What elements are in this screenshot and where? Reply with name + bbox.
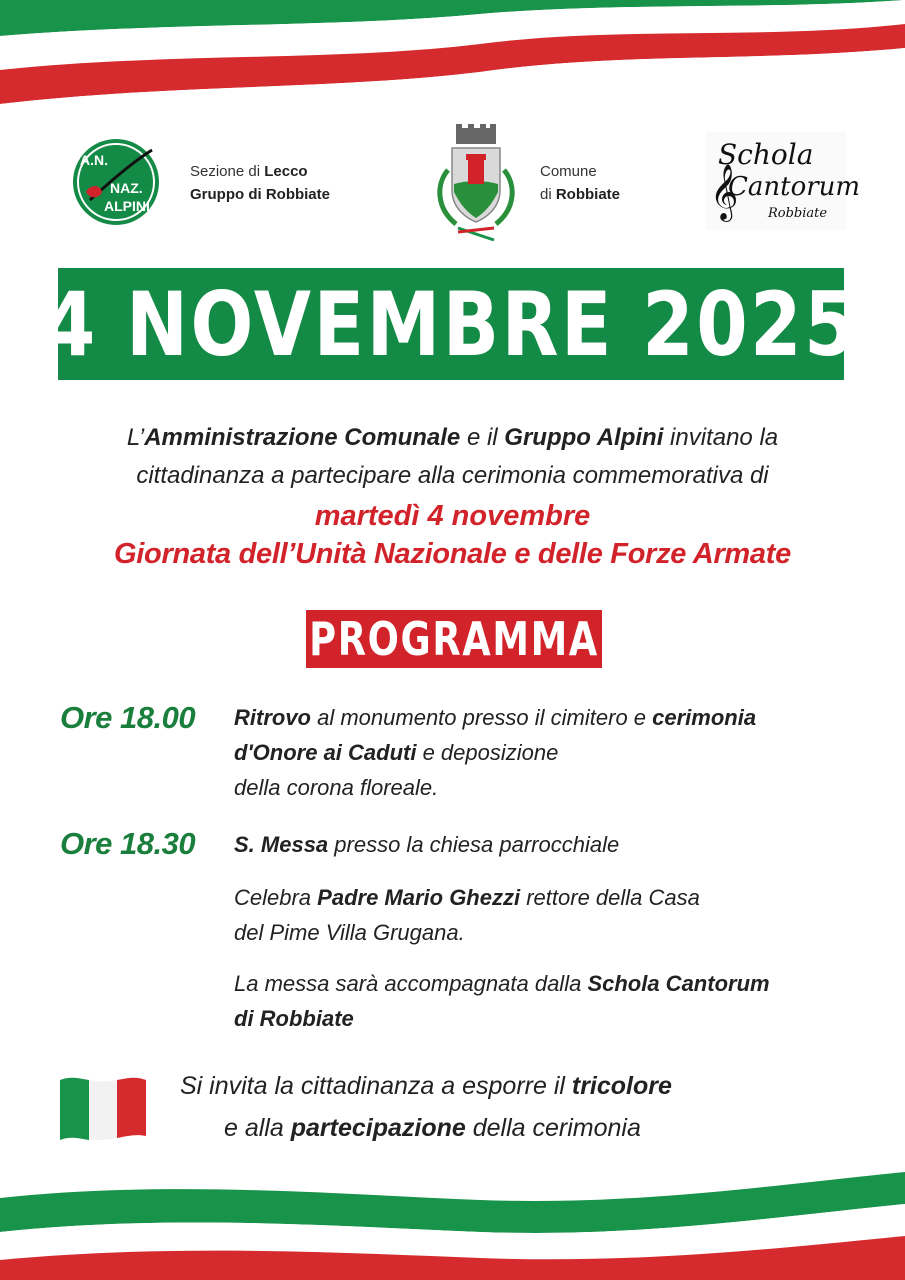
treble-clef-icon: 𝄞 [710,164,739,220]
intro-line-1: L’Amministrazione Comunale e il Gruppo Alpini invitano la [126,424,779,451]
program-desc-1: Ritrovo al monumento presso il cimitero e cerimonia d'Onore ai Caduti e deposizione della corona floreale. [234,705,757,800]
program-celebrant: Celebra Padre Mario Ghezzi rettore della Casa del Pime Villa Grugana. [234,885,700,945]
schola-logo-line1: Schola [718,138,814,171]
bottom-tricolor-wave [0,1160,905,1280]
crest-icon [428,124,524,242]
comune-label: Comune di Robbiate [540,163,621,203]
page-title: 4 NOVEMBRE 2025 [43,272,859,376]
programma-heading: PROGRAMMA [309,612,599,666]
schola-logo-line3: Robbiate [768,206,828,221]
program-time-1: Ore 18.00 [60,700,196,735]
ana-section-label: Sezione di Lecco Gruppo di Robbiate [190,163,330,203]
closing-line-2: e alla partecipazione della cerimonia [224,1114,641,1142]
program-desc-2: S. Messa presso la chiesa parrocchiale [234,832,620,857]
italian-flag-icon [60,1076,146,1140]
schola-logo-line2: Cantorum [728,172,861,202]
schola-cantorum-logo [706,132,861,230]
ana-logo-text-mid: NAZ. [110,180,143,196]
ana-logo-text-top: A.N. [80,152,108,168]
comune-crest [428,124,524,242]
closing-line-1: Si invita la cittadinanza a esporre il tricolore [180,1072,672,1100]
program-time-2: Ore 18.30 [60,826,196,861]
program-choir-note: La messa sarà accompagnata dalla Schola Cantorum di Robbiate [234,971,770,1031]
ana-logo-text-bot: ALPINI [104,198,150,214]
event-occasion: Giornata dell’Unità Nazionale e delle Forze Armate [114,538,791,570]
top-tricolor-wave [0,0,905,110]
ana-logo [60,138,172,226]
event-date: martedì 4 novembre [314,500,591,532]
intro-line-2: cittadinanza a partecipare alla cerimonia commemorativa di [136,462,769,489]
